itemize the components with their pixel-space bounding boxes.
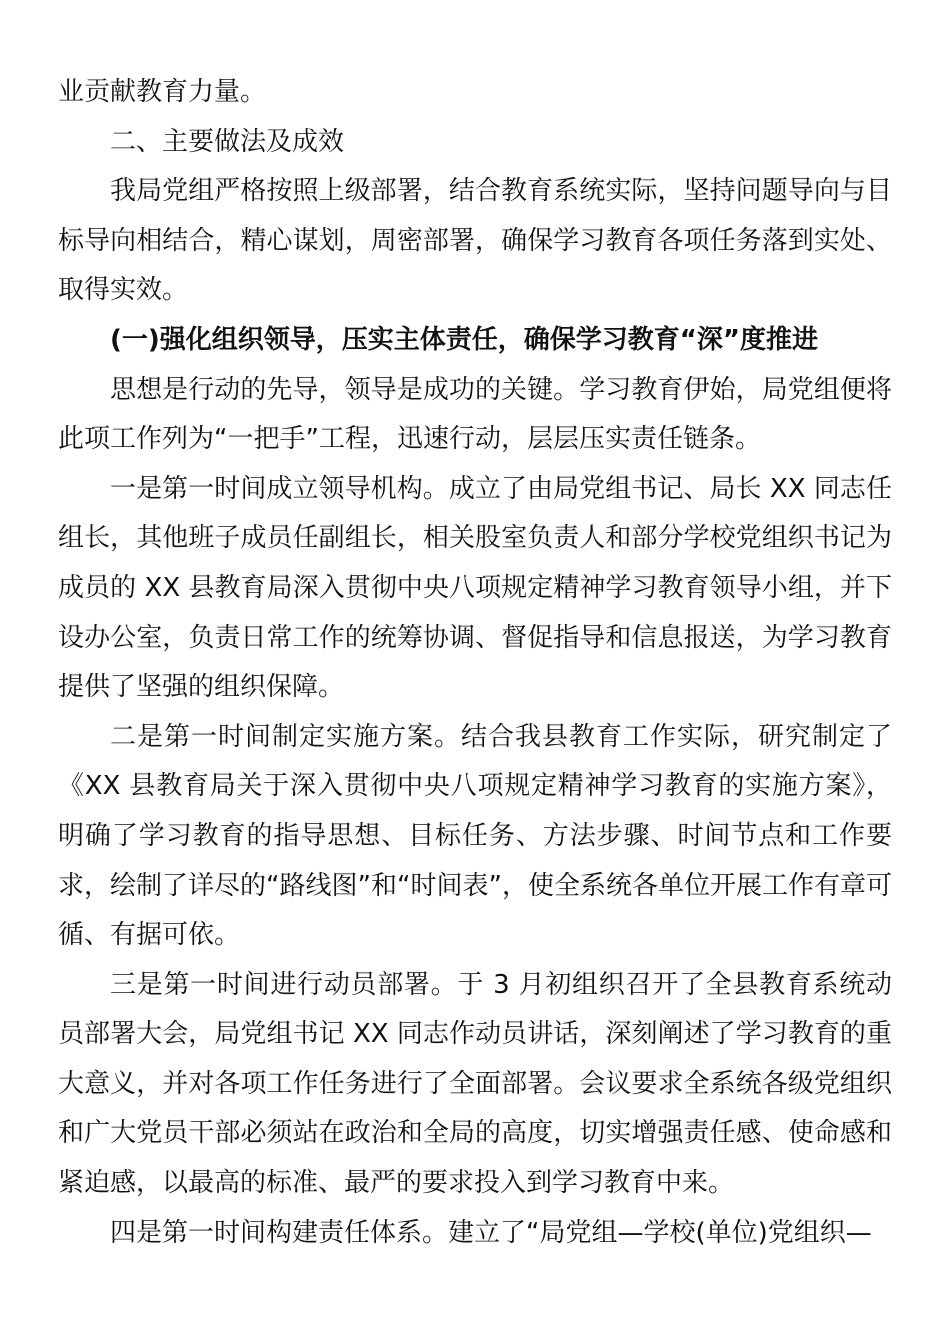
- section-heading-main-practices: 二、主要做法及成效: [110, 126, 345, 157]
- paragraph-point-four: 四是第一时间构建责任体系。建立了“局党组—学校(单位)党组织—: [110, 1217, 872, 1248]
- paragraph-leadership-intro: 思想是行动的先导，领导是成功的关键。学习教育伊始，局党组便将此项工作列为“一把手”工程，迅速行动，层层压实责任链条。: [58, 374, 892, 455]
- document-body: [58, 68, 892, 1258]
- paragraph-point-three: 三是第一时间进行动员部署。于 3 月初组织召开了全县教育系统动员部署大会，局党组书记 XX 同志作动员讲话，深刻阐述了学习教育的重大意义，并对各项工作任务进行了全面部署。会议要求全系统各级党组织和广大党员干部必须站在政治和全局的高度，切实增强责任感、使命感和紧迫感，以最高的标准、最严的要求投入到学习教育中来。: [58, 969, 892, 1199]
- subsection-heading-leadership: (一)强化组织领导，压实主体责任，确保学习教育“深”度推进: [110, 324, 818, 355]
- paragraph-point-two: 二是第一时间制定实施方案。结合我县教育工作实际，研究制定了《XX 县教育局关于深入贯彻中央八项规定精神学习教育的实施方案》，明确了学习教育的指导思想、目标任务、方法步骤、时间节点和工作要求，绘制了详尽的“路线图”和“时间表”，使全系统各单位开展工作有章可循、有据可依。: [58, 721, 892, 951]
- paragraph-point-one: 一是第一时间成立领导机构。成立了由局党组书记、局长 XX 同志任组长，其他班子成员任副组长，相关股室负责人和部分学校党组织书记为成员的 XX 县教育局深入贯彻中央八项规定精神学习教育领导小组，并下设办公室，负责日常工作的统筹协调、督促指导和信息报送，为学习教育提供了坚强的组织保障。: [58, 473, 892, 703]
- paragraph-overview: 我局党组严格按照上级部署，结合教育系统实际，坚持问题导向与目标导向相结合，精心谋划，周密部署，确保学习教育各项任务落到实处、取得实效。: [58, 176, 892, 306]
- paragraph-continuation: 业贡献教育力量。: [58, 77, 267, 107]
